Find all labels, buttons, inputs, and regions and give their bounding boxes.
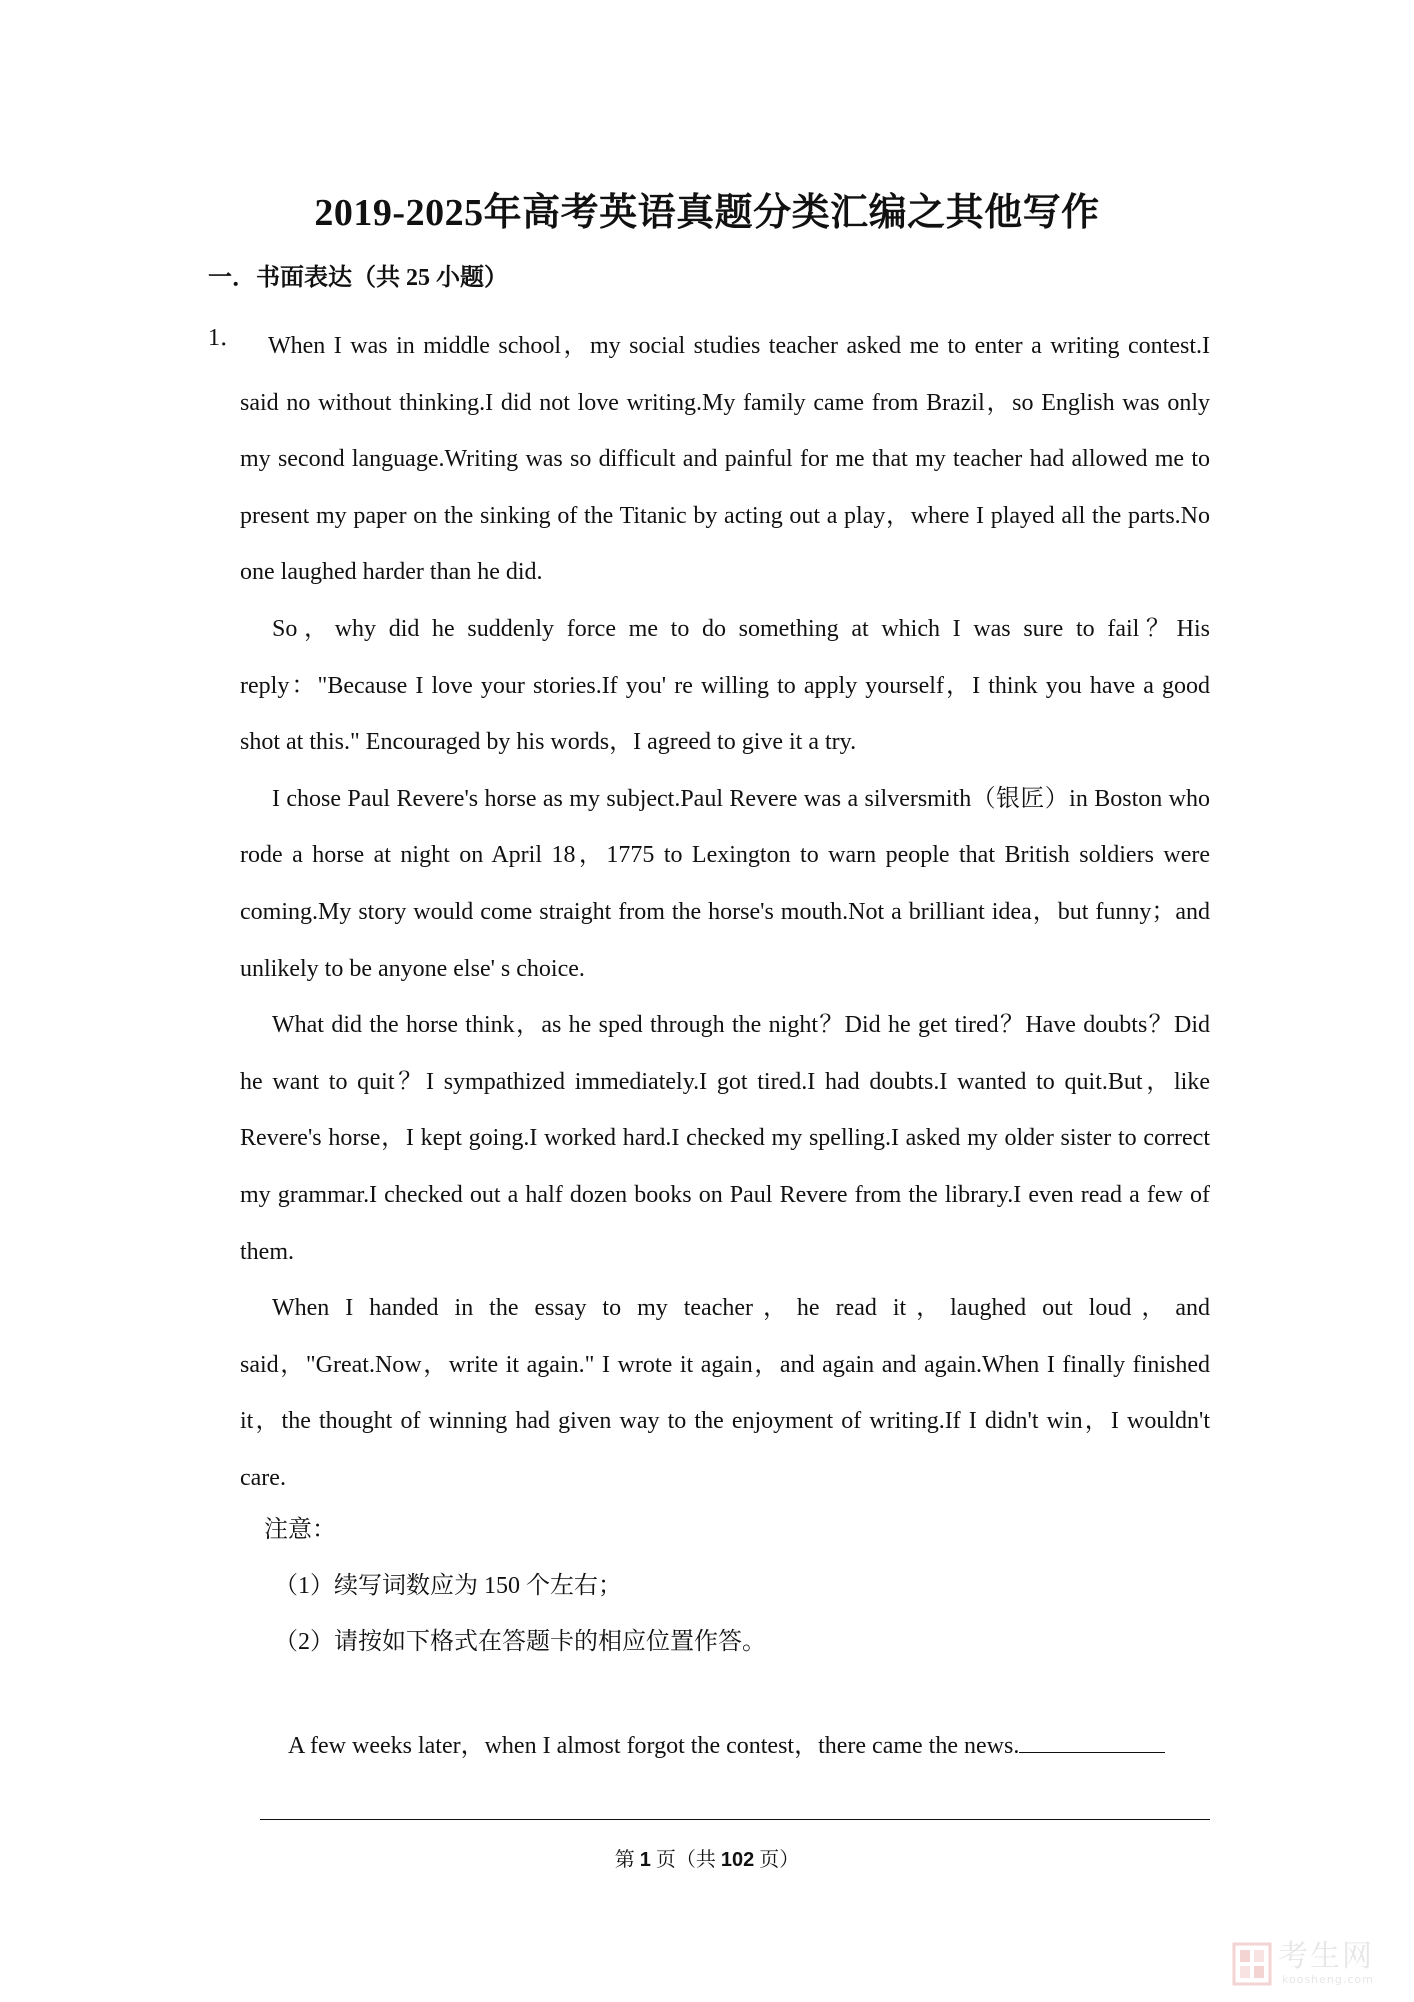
footer-page-number: 1 xyxy=(639,1849,651,1871)
question-number: 1． xyxy=(208,325,244,351)
passage-paragraph-1: When I was in middle school，my social studies teacher asked me to enter a writing contest.I said no without thinking.I did not love writing.My family came from Brazil，so English was only my second language.Writing was so difficult and painful for me that my teacher had allowed me to present my paper on the sinking of the Titanic by acting out a play，where I played all the parts.No one laughed harder than he did. xyxy=(240,333,1210,586)
notes-label: 注意： xyxy=(264,1517,336,1543)
page-title: 2019-2025年高考英语真题分类汇编之其他写作 xyxy=(314,192,1100,234)
prompt-text: A few weeks later，when I almost forgot the contest，there came the news. xyxy=(288,1733,1020,1759)
footer-total-pages: 102 xyxy=(720,1849,755,1871)
answer-line[interactable] xyxy=(260,1819,1210,1820)
passage-paragraph-3: I chose Paul Revere's horse as my subject.Paul Revere was a silversmith（银匠）in Boston who rode a horse at night on April 18，1775 to Lexington to warn people that British soldiers were coming.My story would come straight from the horse's mouth.Not a brilliant idea，but funny；and unlikely to be anyone else' s choice. xyxy=(240,785,1210,982)
passage-paragraph-5: When I handed in the essay to my teacher，he read it，laughed out loud，and said，"Great.Now，write it again." I wrote it again，and again and again.When I finally finished it，the thought of winning had given way to the enjoyment of writing.If I didn't win，I wouldn't care. xyxy=(240,1295,1210,1491)
note-item-1: （1）续写词数应为 150 个左右； xyxy=(274,1573,622,1599)
watermark-site: koosheng.com xyxy=(1282,1973,1374,1986)
watermark-logo-icon xyxy=(1232,1942,1272,1986)
notes-block xyxy=(264,1502,766,1670)
passage-paragraph-4: What did the horse think，as he sped through the night？Did he get tired？Have doubts？Did he want to quit？I sympathized immediately.I got tired.I had doubts.I wanted to quit.But，like Revere's horse，I kept going.I worked hard.I checked my spelling.I asked my older sister to correct my grammar.I checked out a half dozen books on Paul Revere from the library.I even read a few of them. xyxy=(240,1012,1210,1265)
footer-prefix: 第 xyxy=(614,1849,640,1871)
watermark-brand: 考生网 xyxy=(1278,1939,1374,1974)
footer-suffix: 页） xyxy=(754,1849,800,1871)
question-passage xyxy=(240,318,1210,1506)
note-item-2: （2）请按如下格式在答题卡的相应位置作答。 xyxy=(274,1629,766,1655)
continuation-prompt xyxy=(288,1726,1210,1766)
section-heading: 一．书面表达（共 25 小题） xyxy=(208,265,508,291)
watermark xyxy=(1232,1940,1402,1990)
footer-middle: 页（共 xyxy=(650,1849,721,1871)
answer-blank[interactable] xyxy=(1019,1726,1165,1753)
page-footer xyxy=(0,1844,1414,1876)
passage-paragraph-2: So，why did he suddenly force me to do something at which I was sure to fail？His reply："Because I love your stories.If you' re willing to apply yourself，I think you have a good shot at this." Encouraged by his words，I agreed to give it a try. xyxy=(240,615,1210,756)
